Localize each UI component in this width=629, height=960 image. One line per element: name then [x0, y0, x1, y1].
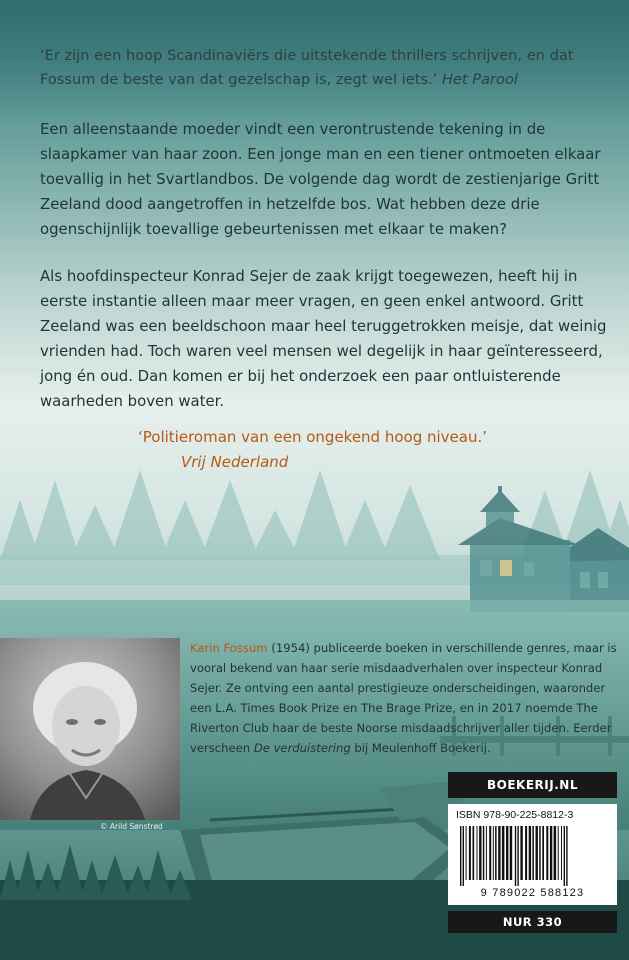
review-quote-mid: [138, 425, 558, 475]
blurb-paragraph-2: Als hoofdinspecteur Konrad Sejer de zaak krijgt toegewezen, heeft hij in eerste instantie alleen maar meer vragen, en geen enkel antwoord. Gritt Zeeland was een beeldschoon maar heel teruggetrokken meisje, dat weinig vrienden had. Toch waren veel mensen wel degelijk in haar geïnteresseerd, jong én oud. Dan komen er bij het onderzoek een paar ontluisterende waarheden boven water.: [40, 267, 607, 410]
review-quote-text: ‘Politieroman van een ongekend hoog niveau.’: [138, 428, 488, 446]
author-bio-text: (1954) publiceerde boeken in verschillende genres, maar is vooral bekend van haar serie misdaadverhalen over inspecteur Konrad Sejer. Ze ontving een aantal prestigieuze onderscheidingen, waaronder een L.A. Times Book Prize en The Brage Prize, en in 2017 noemde The Riverton Club haar de beste Noorse misdaadschrijver aller tijden. Eerder verscheen: [190, 641, 617, 755]
author-name: Karin Fossum: [190, 641, 268, 655]
blurb-paragraph-1: Een alleenstaande moeder vindt een verontrustende tekening in de slaapkamer van haar zoon. Een jonge man en een tiener ontmoeten elkaar toevallig in het Svartlandbos. De volgende dag wordt de zestienjarige Gritt Zeeland dood aangetroffen in hetzelfde bos. Wat hebben deze drie ogenschijnlijk toevallige gebeurtenissen met elkaar te maken?: [40, 120, 601, 238]
photo-credit: © Arild Sønstrød: [100, 822, 163, 831]
review-quote-source: Vrij Nederland: [181, 453, 289, 471]
review-quote-source: Het Parool: [441, 71, 518, 88]
barcode-image: [458, 826, 607, 886]
isbn-text: ISBN 978-90-225-8812-3: [456, 809, 574, 821]
previous-book-title: De verduistering: [253, 741, 351, 755]
author-portrait-image: [0, 638, 180, 820]
review-quote-top: [40, 44, 600, 92]
author-bio-text-end: bij Meulenhoff Boekerij.: [354, 741, 491, 755]
nur-code: NUR 330: [448, 911, 617, 933]
publisher-url: BOEKERIJ.NL: [448, 772, 617, 798]
author-bio: [190, 638, 622, 758]
review-quote-text: ‘Er zijn een hoop Scandinaviërs die uitstekende thrillers schrijven, en dat Fossum de beste van dat gezelschap is, zegt wel iets.’: [40, 47, 574, 88]
ean-digits: 9 789022 588123: [480, 887, 585, 899]
barcode-box: [448, 804, 617, 905]
author-photo: [0, 638, 180, 820]
